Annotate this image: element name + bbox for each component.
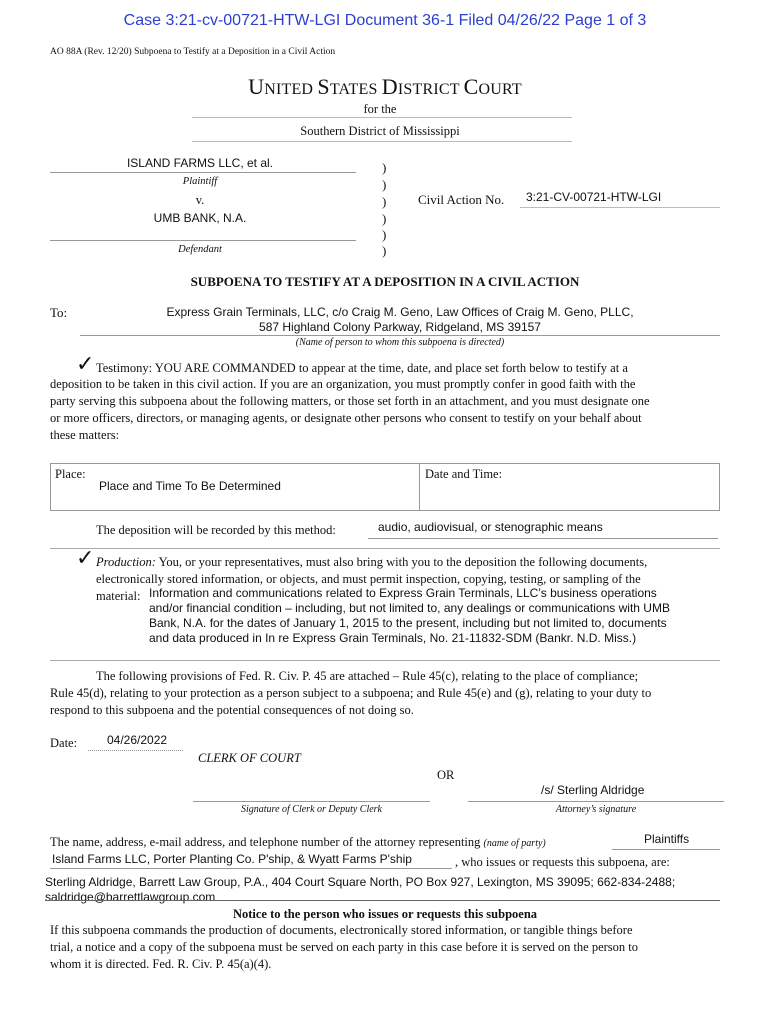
section-rule-2	[50, 660, 720, 661]
to-label: To:	[50, 305, 68, 320]
plaintiff-label: Plaintiff	[182, 176, 218, 187]
material-line-4: and data produced in In re Express Grain Terminals, No. 21-11832-SDM (Bankr. N.D. Miss.)	[149, 631, 637, 645]
district-underline	[192, 117, 572, 118]
testimony-checkbox-icon[interactable]: ✓	[76, 352, 95, 377]
rule45-line-1: The following provisions of Fed. R. Civ. P. 45 are attached – Rule 45(c), relating to the place of compliance;	[96, 669, 639, 683]
filing-header: Case 3:21-cv-00721-HTW-LGI Document 36-1 Filed 04/26/22 Page 1 of 3	[123, 12, 647, 29]
versus: v.	[195, 193, 205, 207]
box-divider	[419, 464, 420, 510]
testimony-line-3: party serving this subpoena about the following matters, or those set forth in an attachment, and you must designate one	[50, 394, 650, 408]
place-label: Place:	[55, 467, 86, 481]
paren: )	[382, 211, 387, 226]
material-line-3: Bank, N.A. for the dates of January 1, 2015 to the present, including but not limited to, documents	[149, 616, 667, 630]
paren: )	[382, 194, 387, 209]
rule45-line-3: respond to this subpoena and the potential consequences of not doing so.	[50, 703, 414, 717]
document-title: SUBPOENA TO TESTIFY AT A DEPOSITION IN A CIVIL ACTION	[190, 274, 580, 289]
production-line-1	[96, 555, 647, 570]
attorney-contact-line-2: saldridge@barrettlawgroup.com	[45, 890, 216, 904]
recipient-line-2: 587 Highland Colony Parkway, Ridgeland, MS 39157	[259, 320, 541, 334]
plaintiff-line	[50, 172, 356, 173]
district-name: Southern District of Mississippi	[300, 124, 460, 138]
production-text: You, or your representatives, must also bring with you to the deposition the following documents,	[155, 555, 648, 569]
paren: )	[382, 243, 387, 258]
testimony-line-2: deposition to be taken in this civil action. If you are an organization, you must promptly confer in good faith with the	[50, 377, 636, 391]
civil-action-line	[520, 207, 720, 208]
party-value: Plaintiffs	[644, 832, 690, 846]
place-value: Place and Time To Be Determined	[99, 479, 281, 493]
material-label: material:	[96, 589, 141, 603]
attorney-contact-line-1: Sterling Aldridge, Barrett Law Group, P.A., 404 Court Square North, PO Box 927, Lexington, MS 39095; 662-834-2488;	[45, 875, 676, 889]
court-title: UNITED STATES DISTRICT COURT	[248, 74, 522, 99]
for-the-label: for the	[363, 102, 397, 116]
clerk-of-court: CLERK OF COURT	[198, 751, 301, 765]
material-line-2: and/or financial condition – including, but not limited to, any dealings or communications with UMB	[149, 601, 670, 615]
testimony-line-5: these matters:	[50, 428, 120, 442]
date-time-label: Date and Time:	[425, 467, 503, 481]
notice-title: Notice to the person who issues or requests this subpoena	[232, 907, 538, 921]
party-full-name: Island Farms LLC, Porter Planting Co. P'ship, & Wyatt Farms P'ship	[52, 852, 412, 866]
material-line-1: Information and communications related to Express Grain Terminals, LLC’s business operations	[149, 586, 657, 600]
party-full-line	[50, 868, 452, 869]
paren: )	[382, 227, 387, 242]
recipient-line-1: Express Grain Terminals, LLC, c/o Craig M. Geno, Law Offices of Craig M. Geno, PLLC,	[166, 305, 634, 319]
section-rule-1	[50, 548, 720, 549]
civil-action-number: 3:21-CV-00721-HTW-LGI	[526, 190, 662, 204]
attorney-signature-value: /s/ Sterling Aldridge	[541, 783, 645, 797]
attorney-signature-caption: Attorney’s signature	[555, 804, 637, 815]
civil-action-label: Civil Action No.	[418, 192, 505, 207]
date-value: 04/26/2022	[107, 733, 168, 747]
date-label: Date:	[50, 736, 78, 750]
plaintiff-name: ISLAND FARMS LLC, et al.	[126, 156, 274, 170]
rule45-line-2: Rule 45(d), relating to your protection as a person subject to a subpoena; and Rule 45(e) and (g), relating to your duty to	[50, 686, 652, 700]
party-line	[612, 849, 720, 850]
notice-line-1: If this subpoena commands the production of documents, electronically stored information, or tangible things before	[50, 923, 633, 937]
defendant-name: UMB BANK, N.A.	[153, 211, 247, 225]
defendant-line	[50, 240, 356, 241]
production-checkbox-icon[interactable]: ✓	[76, 546, 95, 571]
notice-line-2: trial, a notice and a copy of the subpoena must be served on each party in this case before it is served on the person to	[50, 940, 639, 954]
paren: )	[382, 160, 387, 175]
or-label: OR	[437, 768, 455, 782]
clerk-signature-caption: Signature of Clerk or Deputy Clerk	[241, 804, 382, 815]
notice-line-3: whom it is directed. Fed. R. Civ. P. 45(a)(4).	[50, 957, 272, 971]
recording-method-line	[368, 538, 718, 539]
attorney-info-line-1	[50, 835, 546, 850]
recording-method-label: The deposition will be recorded by this method:	[96, 523, 336, 537]
production-label: Production:	[96, 555, 156, 569]
defendant-label: Defendant	[178, 244, 222, 255]
recipient-line	[80, 335, 720, 336]
form-id: AO 88A (Rev. 12/20) Subpoena to Testify at a Deposition in a Civil Action	[50, 47, 336, 57]
paren: )	[382, 177, 387, 192]
name-of-party-label: (name of party)	[483, 838, 546, 849]
production-line-2: electronically stored information, or objects, and must permit inspection, copying, testing, or sampling of the	[96, 572, 641, 586]
district-underline-2	[192, 141, 572, 142]
testimony-line-4: or more officers, directors, or managing agents, or designate other persons who consent to testify on your behalf about	[50, 411, 642, 425]
section-rule-3	[45, 900, 720, 901]
date-line	[88, 750, 183, 751]
attorney-info-text: The name, address, e-mail address, and telephone number of the attorney representing	[50, 835, 481, 849]
recipient-caption: (Name of person to whom this subpoena is directed)	[295, 337, 505, 348]
issues-text: , who issues or requests this subpoena, are:	[455, 855, 670, 869]
clerk-signature-line	[193, 801, 430, 802]
recording-method-value: audio, audiovisual, or stenographic means	[378, 520, 603, 534]
attorney-signature-line	[468, 801, 724, 802]
testimony-line-1: Testimony: YOU ARE COMMANDED to appear at the time, date, and place set forth below to testify at a	[96, 361, 628, 375]
